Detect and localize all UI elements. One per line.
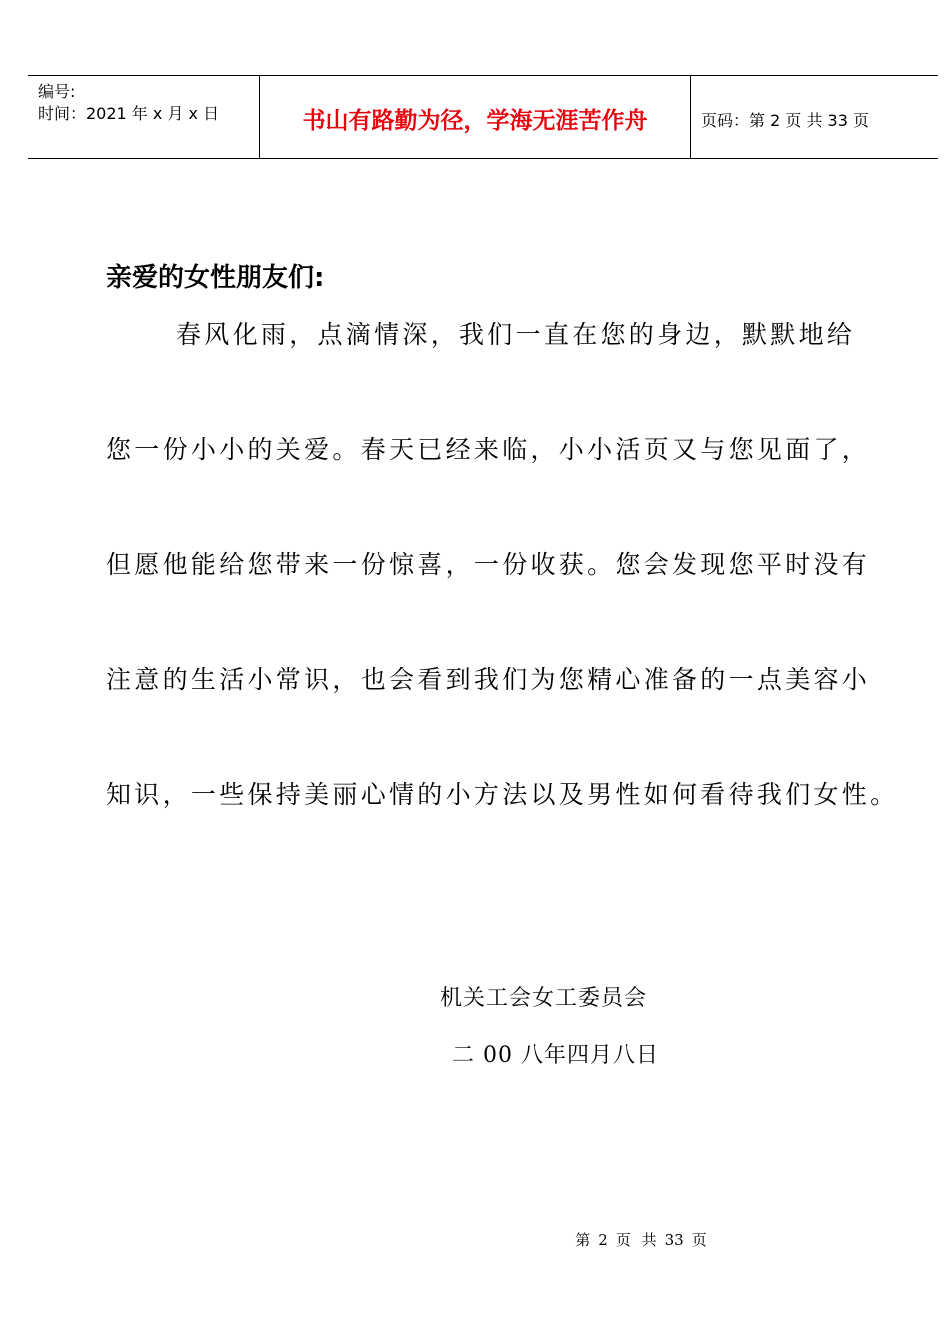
footer-suffix: 页 xyxy=(691,1231,707,1249)
signature-organization: 机关工会女工委员会 xyxy=(440,986,648,1011)
page-header xyxy=(28,75,938,159)
footer-prefix: 第 xyxy=(575,1231,591,1249)
signature-date: 二 00 八年四月八日 xyxy=(452,1043,659,1068)
header-meta-cell xyxy=(28,76,260,158)
letter-greeting: 亲爱的女性朋友们: xyxy=(106,263,325,293)
document-time-label: 时间：2021 年 x 月 x 日 xyxy=(38,104,220,123)
page-footer xyxy=(0,1230,950,1250)
letter-line: 注意的生活小常识，也会看到我们为您精心准备的一点美容小 xyxy=(106,665,871,694)
document-number-label: 编号: xyxy=(38,82,76,101)
footer-page-number: 2 xyxy=(598,1231,608,1249)
header-motto-cell xyxy=(260,76,691,158)
header-motto: 书山有路勤为径，学海无涯苦作舟 xyxy=(302,108,648,134)
letter-line: 但愿他能给您带来一份惊喜，一份收获。您会发现您平时没有 xyxy=(106,550,871,579)
letter-line: 春风化雨，点滴情深，我们一直在您的身边，默默地给 xyxy=(176,320,856,349)
letter-line: 知识，一些保持美丽心情的小方法以及男性如何看待我们女性。 xyxy=(106,780,899,809)
footer-total-pages: 33 xyxy=(664,1231,684,1249)
letter-line: 您一份小小的关爱。春天已经来临，小小活页又与您见面了， xyxy=(106,435,871,464)
footer-mid: 页 共 xyxy=(615,1231,657,1249)
header-page-cell xyxy=(691,76,938,158)
header-page-info: 页码：第 2 页 共 33 页 xyxy=(701,111,869,130)
